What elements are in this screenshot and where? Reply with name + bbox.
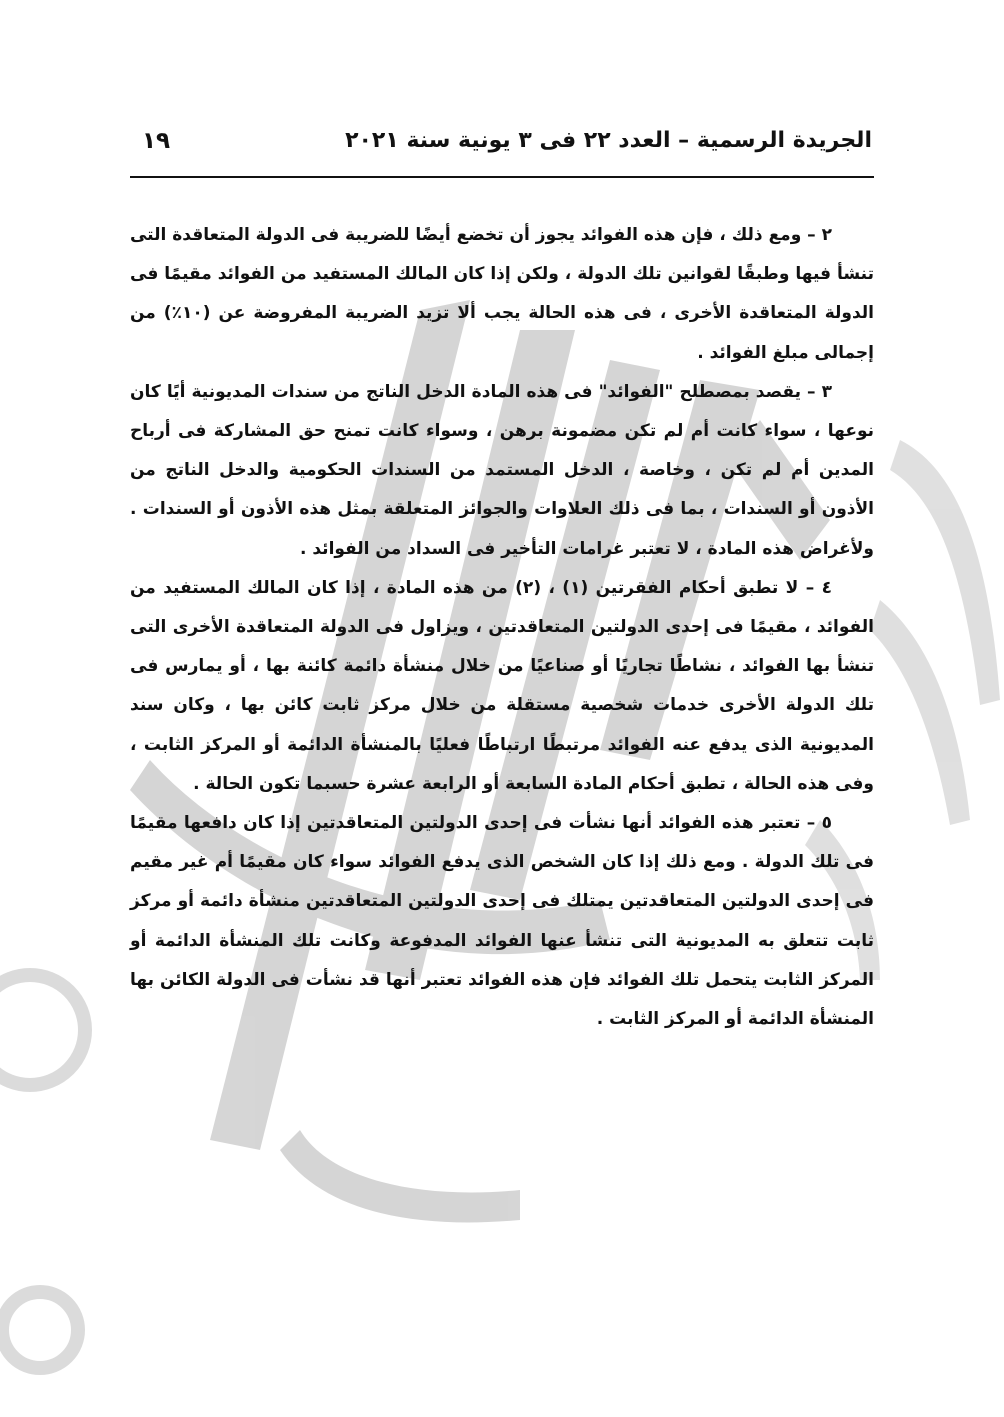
paragraph-clause-4: ٤ – لا تطبق أحكام الفقرتين (١) ، (٢) من هذه المادة ، إذا كان المالك المستفيد من الفوائد ، مقيمًا فى إحدى الدولتين المتعاقدتين ، ويزاول فى الدولة المتعاقدة الأخرى التى تنشأ بها الفوائد ، نشاطًا تجاريًا أو صناعيًا من خلال منشأة دائمة كائنة بها ، أو يمارس فى تلك الدولة الأخرى خدمات شخصية مستقلة من خلال مركز ثابت كائن بها ، وكان سند المديونية الذى يدفع عنه الفوائد مرتبطًا ارتباطًا فعليًا بالمنشأة الدائمة أو المركز الثابت ، وفى هذه الحالة ، تطبق أحكام المادة السابعة أو الرابعة عشرة حسبما تكون الحالة . — [130, 577, 874, 794]
page-number: ١٩ — [142, 128, 171, 154]
gazette-header-title: الجريدة الرسمية – العدد ٢٢ فى ٣ يونية سنة ٢٠٢١ — [345, 128, 872, 153]
document-body — [130, 216, 874, 1039]
paragraph-clause-2: ٢ – ومع ذلك ، فإن هذه الفوائد يجوز أن تخضع أيضًا للضريبة فى الدولة المتعاقدة التى تنشأ فيها وطبقًا لقوانين تلك الدولة ، ولكن إذا كان المالك المستفيد من الفوائد مقيمًا فى الدولة المتعاقدة الأخرى ، فى هذه الحالة يجب ألا تزيد الضريبة المفروضة عن (١٠٪) من إجمالى مبلغ الفوائد . — [129, 225, 874, 363]
paragraph-clause-3: ٣ – يقصد بمصطلح "الفوائد" فى هذه المادة الدخل الناتج من سندات المديونية أيًا كان نوعها ، سواء كانت أم لم تكن مضمونة برهن ، وسواء كانت تمنح حق المشاركة فى أرباح المدين أم لم تكن ، وخاصة ، الدخل المستمد من السندات الحكومية والدخل الناتج من الأذون أو السندات ، بما فى ذلك العلاوات والجوائز المتعلقة بمثل هذه الأذون أو السندات . ولأغراض هذه المادة ، لا تعتبر غرامات التأخير فى السداد من الفوائد . — [130, 381, 874, 559]
paragraph-clause-5: ٥ – تعتبر هذه الفوائد أنها نشأت فى إحدى الدولتين المتعاقدتين إذا كان دافعها مقيمًا فى تلك الدولة . ومع ذلك إذا كان الشخص الذى يدفع الفوائد سواء كان مقيمًا أم غير مقيم فى إحدى الدولتين المتعاقدتين يمتلك فى إحدى الدولتين المتعاقدتين منشأة دائمة أو مركز ثابت تتعلق به المديونية التى تنشأ عنها الفوائد المدفوعة وكانت تلك المنشأة الدائمة أو المركز الثابت يتحمل تلك الفوائد فإن هذه الفوائد تعتبر أنها قد نشأت فى الدولة الكائن بها المنشأة الدائمة أو المركز الثابت . — [130, 813, 874, 1030]
page-header — [130, 128, 872, 172]
header-divider — [130, 176, 874, 178]
